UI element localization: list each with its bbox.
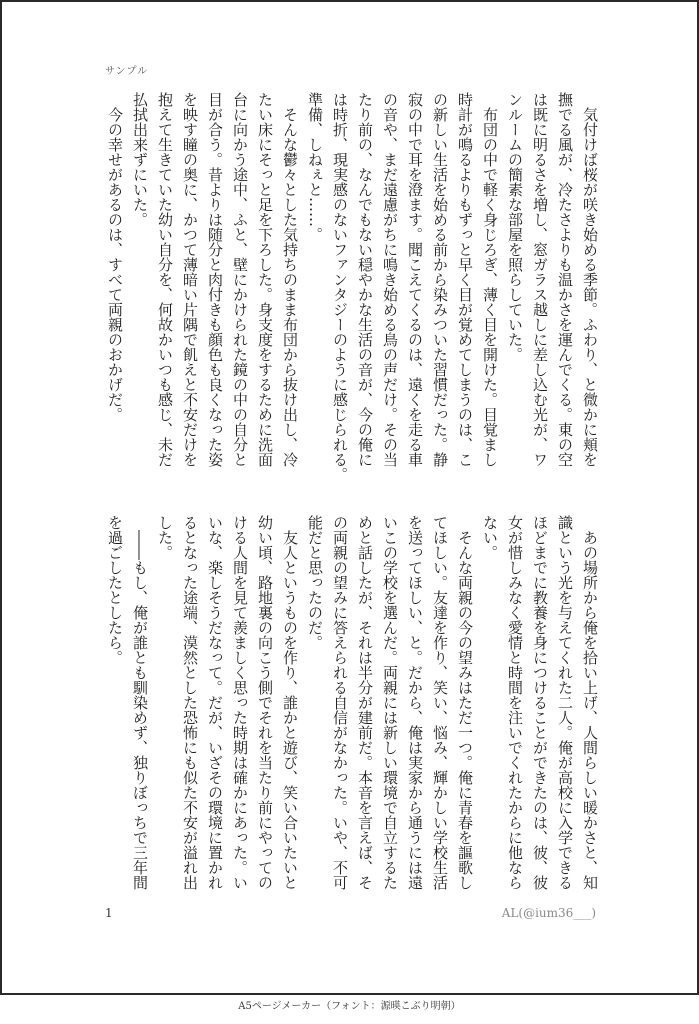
text-column: の音や、まだ遠慮がちに鳴き始める鳥の声だけ。その当 [381, 92, 399, 467]
text-column: 時計が鳴るよりもずっと早く目が覚めてしまうのは、こ [456, 92, 474, 467]
text-column: あの場所から俺を拾い上げ、人間らしい暖かさと、知 [581, 515, 599, 890]
text-column: ける人間を見て羨ましく思った時期は確かにあった。い [231, 515, 249, 890]
text-column: 撫でる風が、冷たさよりも温かさを運んでくる。東の空 [556, 92, 574, 467]
text-column: を過ごしたとしたら。 [106, 515, 124, 665]
text-column: 能だと思ったのだ。 [306, 515, 324, 650]
text-column: ない。 [481, 515, 499, 560]
text-column: 抱えて生きていた幼い自分を、何故かいつも感じ、未だ [156, 92, 174, 467]
text-column: した。 [156, 515, 174, 560]
text-column: るとなった途端、漠然とした恐怖にも似た不安が溢れ出 [181, 515, 199, 890]
text-column: そんな両親の今の望みはただ一つ。俺に青春を謳歌し [456, 515, 474, 890]
text-column: 気付けば桜が咲き始める季節。ふわり、と微かに頬を [581, 92, 599, 467]
text-column: 幼い頃、路地裏の向こう側でそれを当たり前にやっての [256, 515, 274, 890]
text-column: いな、楽しそうだなって。だが、いざその環境に置かれ [206, 515, 224, 890]
lower-text-block [102, 515, 602, 907]
text-column: を送ってほしい、と。だから、俺は実家から通うには遠 [406, 515, 424, 890]
text-column: 布団の中で軽く身じろぎ、薄く目を開けた。目覚まし [481, 92, 499, 467]
text-column: 友人というものを作り、誰かと遊び、笑い合いたいと [281, 515, 299, 890]
running-head: サンプル [105, 66, 149, 77]
text-column: 寂の中で耳を澄ます。聞こえてくるのは、遠くを走る車 [406, 92, 424, 467]
text-column: そんな鬱々とした気持ちのまま布団から抜け出し、冷 [281, 92, 299, 467]
page-number: 1 [105, 906, 113, 920]
text-column: たり前の、なんでもない穏やかな生活の音が、今の俺に [356, 92, 374, 467]
text-column: 目が合う。昔よりは随分と肉付きも顔色も良くなった姿 [206, 92, 224, 467]
text-column: ンルームの簡素な部屋を照らしていた。 [506, 92, 524, 362]
text-column: たい床にそっと足を下ろした。身支度をするために洗面 [256, 92, 274, 467]
generator-caption: A5ページメーカー（フォント：源暎こぶり明朝） [238, 1001, 461, 1012]
text-column: の新しい生活を始める前から染みついた習慣だった。静 [431, 92, 449, 467]
text-column: てほしい。友達を作り、笑い、悩み、輝かしい学校生活 [431, 515, 449, 890]
author-credit: AL(@ium36___) [501, 906, 596, 920]
text-column: 識という光を与えてくれた二人。俺が高校に入学できる [556, 515, 574, 890]
text-column: 台に向かう途中、ふと、壁にかけられた鏡の中の自分と [231, 92, 249, 467]
text-column: の両親の望みに答えられる自信がなかった。いや、不可 [331, 515, 349, 890]
text-column: めと話したが、それは半分が建前だ。本音を言えば、そ [356, 515, 374, 890]
text-column: 準備、しねぇと……。 [306, 92, 324, 242]
text-column: は既に明るさを増し、窓ガラス越しに差し込む光が、ワ [531, 92, 549, 467]
upper-text-block [102, 92, 602, 484]
text-column: ――もし、俺が誰とも馴染めず、独りぼっちで三年間 [131, 515, 149, 890]
text-column: いこの学校を選んだ。両親には新しい環境で自立するた [381, 515, 399, 890]
text-column: 女が惜しみなく愛情と時間を注いでくれたからに他なら [506, 515, 524, 890]
text-column: 今の幸せがあるのは、すべて両親のおかげだ。 [106, 92, 124, 422]
text-column: 払拭出来ずにいた。 [131, 92, 149, 227]
text-column: を映す瞳の奥に、かつて薄暗い片隅で飢えと不安だけを [181, 92, 199, 467]
text-column: ほどまでに教養を身につけることができたのは、彼、彼 [531, 515, 549, 890]
text-column: は時折、現実感のないファンタジーのように感じられる。 [331, 92, 349, 482]
